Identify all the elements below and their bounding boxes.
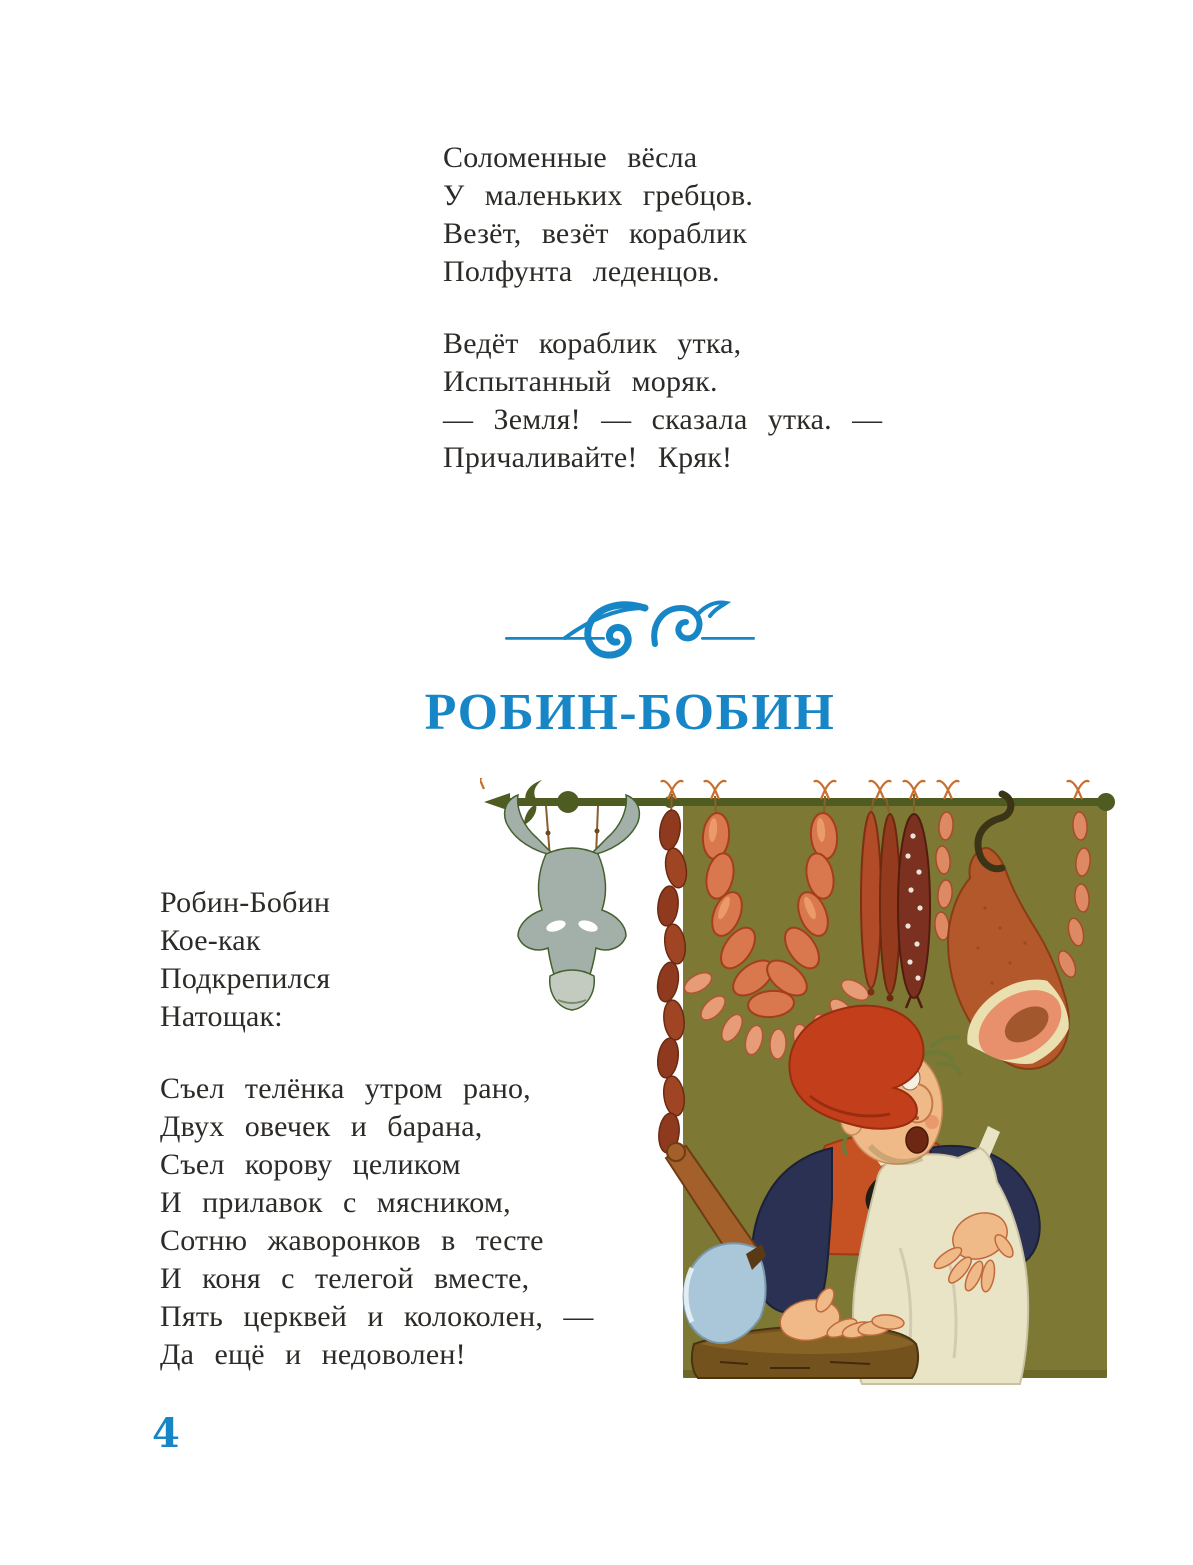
poem-line: Испытанный моряк.: [443, 365, 718, 398]
stanza: [443, 139, 882, 291]
page-number: 4: [152, 1410, 180, 1457]
poem-line: Двух овечек и барана,: [160, 1110, 483, 1143]
poem-line: Сотню жаворонков в тесте: [160, 1224, 544, 1257]
poem-line: — Земля! — сказала утка. —: [443, 403, 883, 436]
poem-line: Причаливайте! Кряк!: [443, 441, 733, 474]
stanza: [160, 884, 594, 1036]
wave-flourish-ornament: [505, 598, 755, 662]
stanza: [160, 1070, 594, 1374]
boat-poem: [443, 139, 882, 477]
open-mouth: [906, 1127, 928, 1153]
poem-line: Ведёт кораблик утка,: [443, 327, 742, 360]
stanza: [443, 325, 882, 477]
poem-line: Натощак:: [160, 1000, 283, 1033]
poem-line: Пять церквей и колоколен, —: [160, 1300, 594, 1333]
poem-line: Да ещё и недоволен!: [160, 1338, 466, 1371]
poem-line: Полфунта леденцов.: [443, 255, 720, 288]
poem-line: Соломенные вёсла: [443, 141, 698, 174]
poem-line: И прилавок с мясником,: [160, 1186, 511, 1219]
poem-line: Робин-Бобин: [160, 886, 331, 919]
section-title: РОБИН-БОБИН: [424, 684, 836, 741]
poem-line: Съел телёнка утром рано,: [160, 1072, 531, 1105]
robin-bobin-poem: [160, 884, 594, 1374]
poem-line: Кое-как: [160, 924, 261, 957]
poem-line: У маленьких гребцов.: [443, 179, 754, 212]
poem-line: И коня с телегой вместе,: [160, 1262, 530, 1295]
poem-line: Везёт, везёт кораблик: [443, 217, 748, 250]
poem-line: Съел корову целиком: [160, 1148, 461, 1181]
poem-line: Подкрепился: [160, 962, 331, 995]
